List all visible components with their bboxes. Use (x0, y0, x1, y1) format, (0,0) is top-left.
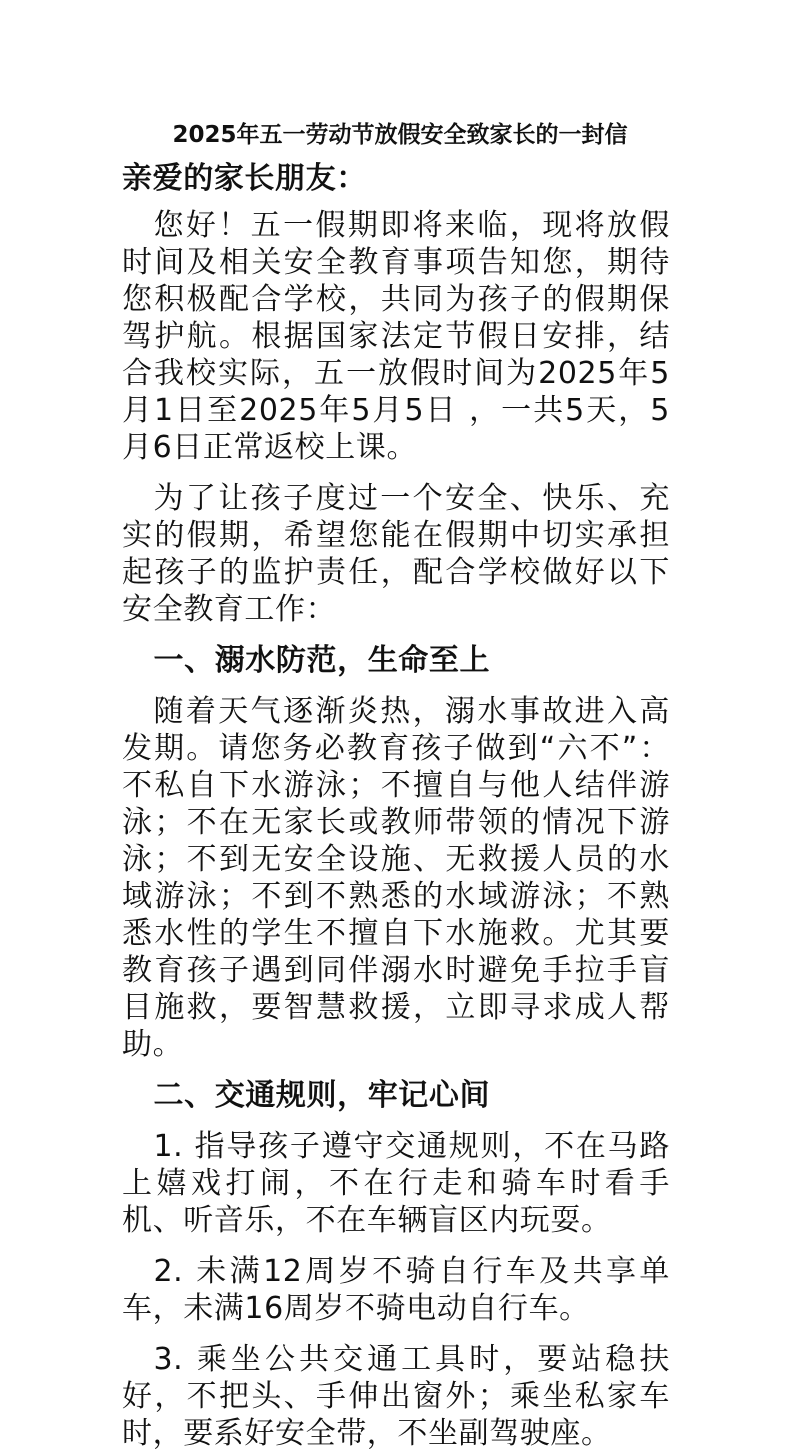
greeting: 亲爱的家长朋友： (122, 161, 367, 196)
letter-title: 2025年五一劳动节放假安全致家长的一封信 (172, 122, 628, 148)
paragraph-request: 为了让孩子度过一个安全、快乐、充实的假期，希望您能在假期中切实承担起孩子的监护责任，配合学校做好以下安全教育工作： (122, 481, 670, 627)
paragraph-traffic-3: 3. 乘坐公共交通工具时，要站稳扶好，不把头、手伸出窗外；乘坐私家车时，要系好安全带，不坐副驾驶座。 (122, 1342, 670, 1451)
paragraph-traffic-2: 2. 未满12周岁不骑自行车及共享单车，未满16周岁不骑电动自行车。 (122, 1254, 670, 1326)
paragraph-drowning: 随着天气逐渐炎热，溺水事故进入高发期。请您务必教育孩子做到“六不”：不私自下水游泳；不擅自与他人结伴游泳；不在无家长或教师带领的情况下游泳；不到无安全设施、无救援人员的水域游泳；不到不熟悉的水域游泳；不熟悉水性的学生不擅自下水施救。尤其要教育孩子遇到同伴溺水时避免手拉手盲目施救，要智慧救援，立即寻求成人帮助。 (122, 694, 670, 1062)
letter-body (122, 160, 670, 1452)
section-heading-traffic: 二、交通规则，牢记心间 (153, 1078, 491, 1113)
paragraph-traffic-1: 1. 指导孩子遵守交通规则，不在马路上嬉戏打闹，不在行走和骑车时看手机、听音乐，不在车辆盲区内玩耍。 (122, 1129, 670, 1238)
section-heading-drowning: 一、溺水防范，生命至上 (153, 643, 491, 678)
paragraph-intro: 您好！五一假期即将来临，现将放假时间及相关安全教育事项告知您，期待您积极配合学校，共同为孩子的假期保驾护航。根据国家法定节假日安排，结合我校实际，五一放假时间为2025年5月1日至2025年5月5日 ，一共5天，5月6日正常返校上课。 (122, 208, 670, 465)
